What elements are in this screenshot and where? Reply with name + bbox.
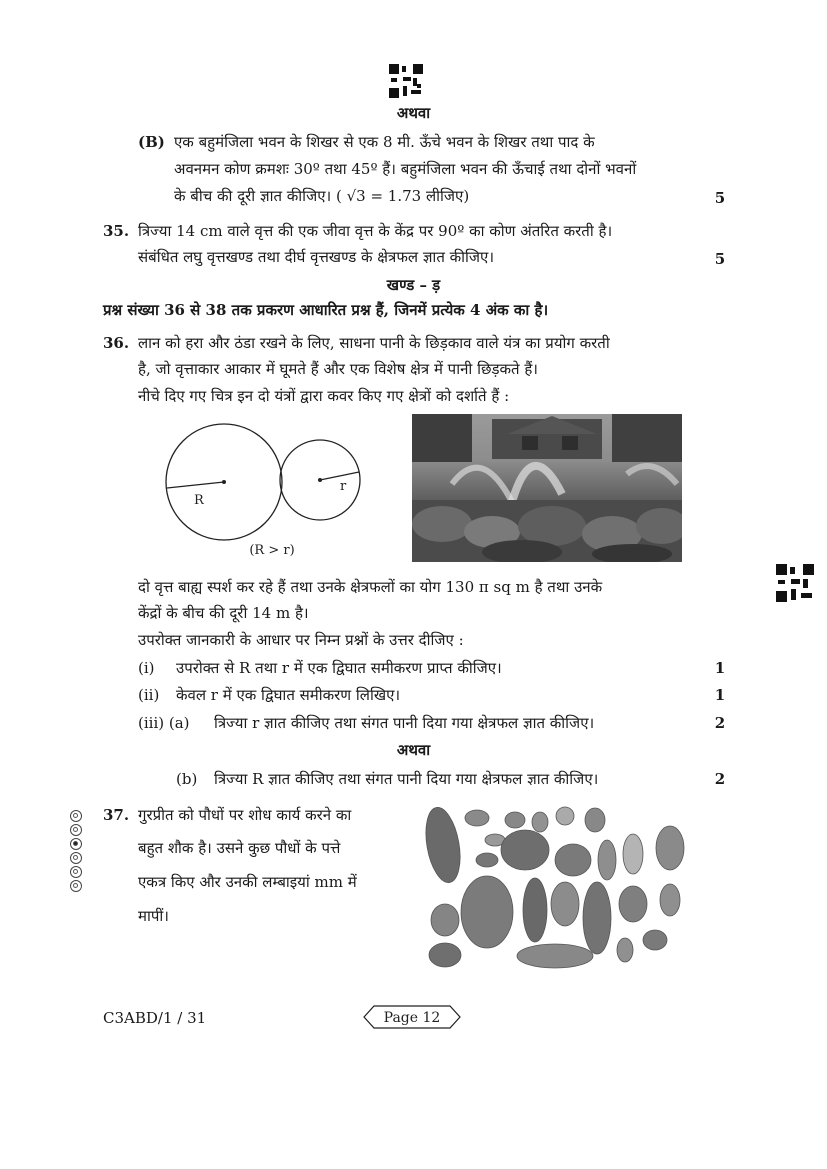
q35-line1: त्रिज्या 14 cm वाले वृत्त की एक जीवा वृत्त के केंद्र पर 90º का कोण अंतरित करती है। xyxy=(138,222,613,240)
q36-part-iii-label: (iii) (a) xyxy=(138,714,190,732)
ring-icon xyxy=(70,810,82,822)
label-r: r xyxy=(340,479,347,494)
q36-part-i-marks: 1 xyxy=(714,659,726,677)
ring-icon xyxy=(70,880,82,892)
radius-large xyxy=(167,482,224,488)
q36-line4: दो वृत्त बाह्य स्पर्श कर रहे हैं तथा उनके क्षेत्रफलों का योग 130 π sq m है तथा उनके xyxy=(138,578,603,596)
q35-number: 35. xyxy=(103,222,130,240)
two-circles-diagram xyxy=(160,418,380,560)
q34b-line3-text: के बीच की दूरी ज्ञात कीजिए। xyxy=(174,187,332,205)
athva-top: अथवा xyxy=(396,104,431,122)
q36-part-iii-text: त्रिज्या r ज्ञात कीजिए तथा संगत पानी दिया गया क्षेत्रफल ज्ञात कीजिए। xyxy=(214,714,595,732)
ring-icon xyxy=(70,852,82,864)
q35-marks: 5 xyxy=(714,250,726,268)
q36-line6: उपरोक्त जानकारी के आधार पर निम्न प्रश्नों के उत्तर दीजिए : xyxy=(138,631,464,649)
q36-part-ii-label: (ii) xyxy=(138,686,160,704)
q36-part-i-text: उपरोक्त से R तथा r में एक द्विघात समीकरण प्राप्त कीजिए। xyxy=(176,659,502,677)
q36-line3: नीचे दिए गए चित्र इन दो यंत्रों द्वारा कवर किए गए क्षेत्रों को दर्शाते हैं : xyxy=(138,387,510,405)
q36-part-b-marks: 2 xyxy=(714,770,726,788)
qr-code-side xyxy=(776,564,814,602)
ring-icon xyxy=(70,824,82,836)
q36-line2: है, जो वृत्ताकार आकार में घूमते हैं और एक विशेष क्षेत्र में पानी छिड़कते हैं। xyxy=(138,360,538,378)
section-title: खण्ड – ड़ xyxy=(386,276,441,294)
question-ring-marker xyxy=(70,810,86,894)
ring-filled-icon xyxy=(70,838,82,850)
page-number: Page 12 xyxy=(383,1010,441,1026)
q36-athva: अथवा xyxy=(396,741,431,759)
q37-number: 37. xyxy=(103,806,130,824)
q36-line1: लान को हरा और ठंडा रखने के लिए, साधना पानी के छिड़काव वाले यंत्र का प्रयोग करती xyxy=(138,334,610,352)
center-small xyxy=(318,478,322,482)
q36-part-ii-text: केवल r में एक द्विघात समीकरण लिखिए। xyxy=(176,686,401,704)
q34b-line2: अवनमन कोण क्रमशः 30º तथा 45º हैं। बहुमंजिला भवन की ऊँचाई तथा दोनों भवनों xyxy=(174,160,637,178)
label-R: R xyxy=(194,493,204,508)
q34b-formula: ( √3 = 1.73 लीजिए) xyxy=(335,187,470,205)
ring-icon xyxy=(70,866,82,878)
footer-paper-code: C3ABD/1 / 31 xyxy=(103,1009,207,1027)
q34b-line3 xyxy=(174,186,469,206)
q36-line5: केंद्रों के बीच की दूरी 14 m है। xyxy=(138,604,309,622)
q37-line2: बहुत शौक है। उसने कुछ पौधों के पत्ते xyxy=(138,839,341,857)
q36-number: 36. xyxy=(103,334,130,352)
q37-line1: गुरप्रीत को पौधों पर शोध कार्य करने का xyxy=(138,806,352,824)
q36-part-iii-marks: 2 xyxy=(714,714,726,732)
qr-code-top xyxy=(389,64,423,98)
center-large xyxy=(222,480,226,484)
diagram-caption: (R > r) xyxy=(249,543,295,558)
q36-part-ii-marks: 1 xyxy=(714,686,726,704)
q36-part-b-label: (b) xyxy=(176,770,198,788)
leaves-collage-image xyxy=(415,800,690,972)
q35-line2: संबंधित लघु वृत्तखण्ड तथा दीर्घ वृत्तखण्ड के क्षेत्रफल ज्ञात कीजिए। xyxy=(138,248,495,266)
section-instruction: प्रश्न संख्या 36 से 38 तक प्रकरण आधारित प्रश्न हैं, जिनमें प्रत्येक 4 अंक का है। xyxy=(103,301,549,319)
sprinkler-photo xyxy=(412,414,682,562)
page-number-tag xyxy=(362,1004,462,1030)
q37-line3: एकत्र किए और उनकी लम्बाइयां mm में xyxy=(138,873,357,891)
q34b-marks: 5 xyxy=(714,189,726,207)
q34b-line1: एक बहुमंजिला भवन के शिखर से एक 8 मी. ऊँचे भवन के शिखर तथा पाद के xyxy=(174,133,595,151)
q36-part-i-label: (i) xyxy=(138,659,155,677)
q34b-label: (B) xyxy=(138,133,165,151)
q36-part-b-text: त्रिज्या R ज्ञात कीजिए तथा संगत पानी दिया गया क्षेत्रफल ज्ञात कीजिए। xyxy=(214,770,599,788)
q37-line4: मापीं। xyxy=(138,907,169,925)
